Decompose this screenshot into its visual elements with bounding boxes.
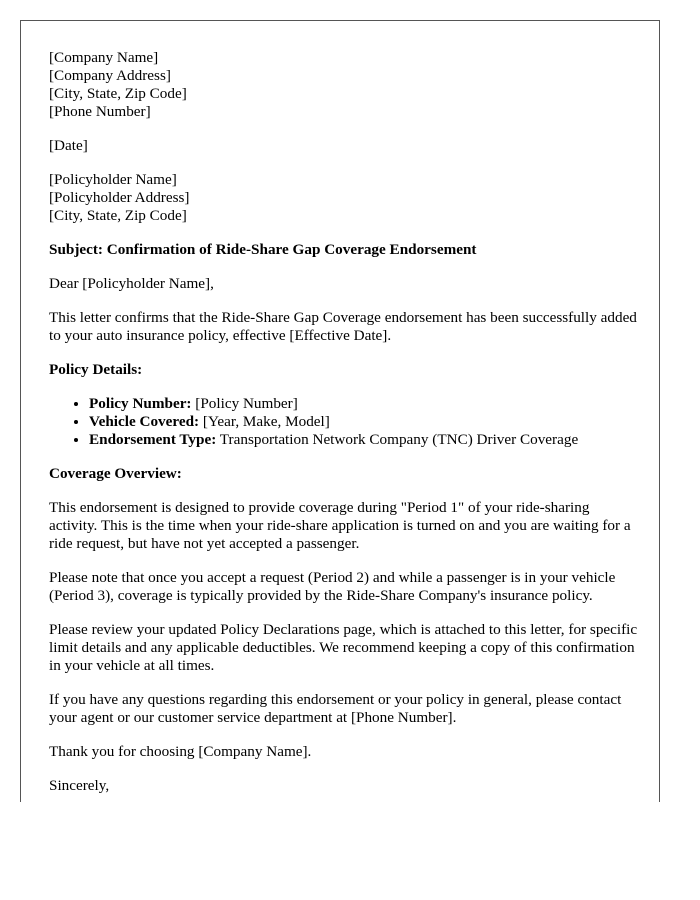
sender-phone: [Phone Number]	[49, 103, 151, 120]
recipient-address: [Policyholder Address]	[49, 189, 190, 206]
salutation: Dear [Policyholder Name],	[49, 275, 214, 292]
policy-number-value: [Policy Number]	[191, 395, 298, 412]
closing-thanks: Thank you for choosing [Company Name].	[49, 743, 312, 760]
signoff: Sincerely,	[49, 777, 110, 794]
recipient-block	[49, 171, 641, 225]
coverage-paragraph-questions: If you have any questions regarding this endorsement or your policy in general, please contact your agent or our customer service department at [Phone Number].	[49, 691, 622, 726]
intro-paragraph: This letter confirms that the Ride-Share Gap Coverage endorsement has been successfully added to your auto insurance policy, effective [Effective Date].	[49, 309, 637, 344]
subject-line	[49, 241, 641, 259]
policy-details-list	[49, 395, 641, 449]
letter-content	[49, 49, 641, 802]
recipient-name: [Policyholder Name]	[49, 171, 177, 188]
endorsement-type-value: Transportation Network Company (TNC) Driver Coverage	[216, 431, 579, 448]
subject-text: Subject: Confirmation of Ride-Share Gap Coverage Endorsement	[49, 241, 477, 258]
vehicle-covered-value: [Year, Make, Model]	[199, 413, 330, 430]
endorsement-type-label: Endorsement Type:	[89, 431, 217, 448]
coverage-paragraph-declarations: Please review your updated Policy Declarations page, which is attached to this letter, for specific limit details and any applicable deductibles. We recommend keeping a copy of this confirmation in your vehicle at all times.	[49, 621, 638, 674]
letter-date: [Date]	[49, 137, 88, 154]
vehicle-covered-label: Vehicle Covered:	[89, 413, 200, 430]
list-item	[89, 413, 641, 431]
sender-company-name: [Company Name]	[49, 49, 159, 66]
sender-block	[49, 49, 641, 121]
policy-number-label: Policy Number:	[89, 395, 192, 412]
policy-details-heading: Policy Details:	[49, 361, 143, 378]
coverage-paragraph-period-1: This endorsement is designed to provide coverage during "Period 1" of your ride-sharing activity. This is the time when your ride-share application is turned on and you are waiting for a ride request, but have not yet accepted a passenger.	[49, 499, 631, 552]
recipient-city-state-zip: [City, State, Zip Code]	[49, 207, 187, 224]
coverage-overview-heading: Coverage Overview:	[49, 465, 182, 482]
sender-company-address: [Company Address]	[49, 67, 171, 84]
letter-page	[20, 20, 660, 802]
list-item	[89, 395, 641, 413]
sender-city-state-zip: [City, State, Zip Code]	[49, 85, 187, 102]
list-item	[89, 431, 641, 449]
coverage-paragraph-period-2-3: Please note that once you accept a request (Period 2) and while a passenger is in your vehicle (Period 3), coverage is typically provided by the Ride-Share Company's insurance policy.	[49, 569, 616, 604]
